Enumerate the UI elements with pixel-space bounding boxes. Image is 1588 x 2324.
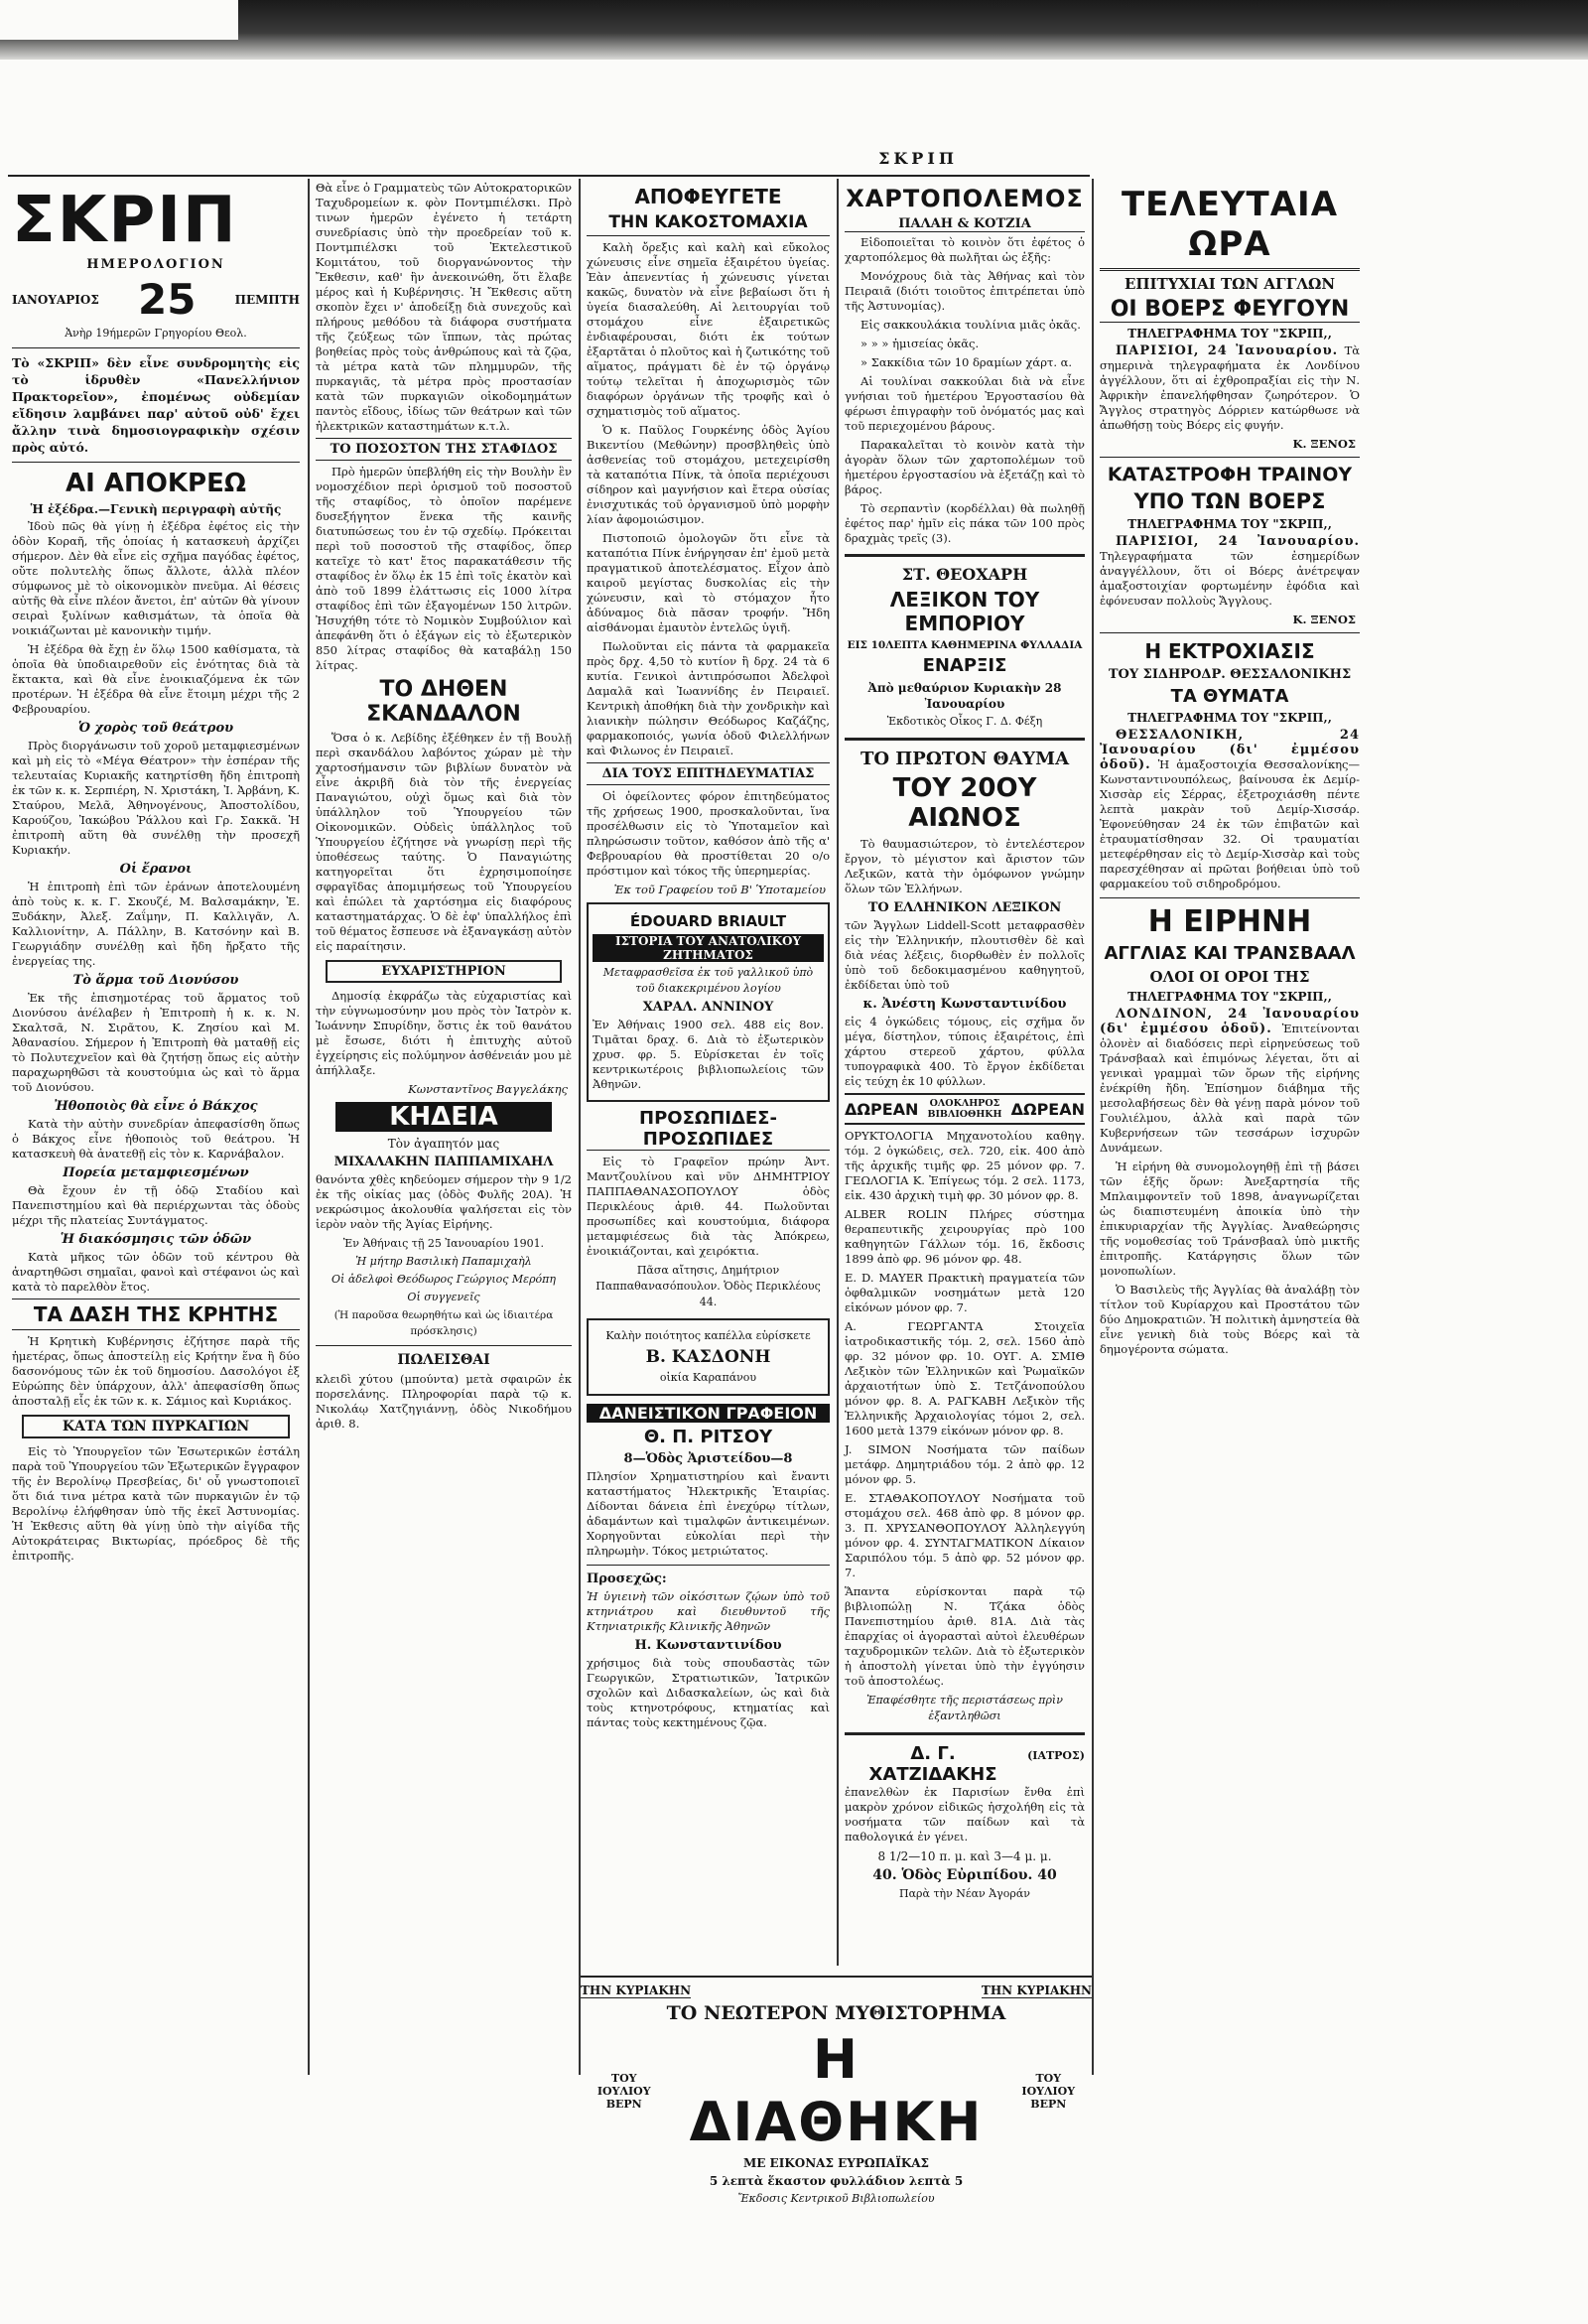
t4-city: ΛΟΝΔΙΝΟΝ, 24 Ἰανουαρίου (δι' ἐμμέσου ὁδοῦ). bbox=[1100, 1007, 1360, 1036]
t3-paragraph: Ἡ ἁμαξοστοιχία Θεσσαλονίκης—Κωνσταντινουπόλεως, βαίνουσα ἐκ Δεμίρ-Χισσὰρ εἰς Σέρρας, ἐξετροχιάσθη πέντε λεπτὰ μακρὰν τοῦ Δεμίρ-Χισσάρ. Ἐφονεύθησαν 24 ἐκ τῶν ἐπιβατῶν καὶ ἐτραυματίσθησαν 32. Οἱ τραυματίαι μετεφέρθησαν εἰς τὸ Δεμίρ-Χισσὰρ καὶ τοὺς παρεσχέθησαν αἱ πρῶται βοήθειαι ὑπὸ τοῦ φαρμακείου τοῦ σιδηροδρόμου. bbox=[1100, 757, 1360, 890]
doctor-ad-header bbox=[845, 1743, 1085, 1785]
bacchus-paragraph: Κατὰ τὴν αὐτὴν συνεδρίαν ἀπεφασίσθη ὅπως ὁ Βάκχος εἶνε ἠθοποιὸς τοῦ θεάτρου. Ἡ κατασκευὴ θὰ ἀνατεθῇ εἰς τὸν κ. Καρνάβαλον. bbox=[12, 1117, 300, 1161]
dictionary-date: Ἀπὸ μεθαύριον Κυριακὴν 28 Ἰανουαρίου bbox=[867, 681, 1062, 711]
wonder-paragraph: τῶν Ἄγγλων Liddell-Scott μεταφρασθὲν εἰς τὴν Ἑλληνικήν, πλουτισθὲν δὲ καὶ διὰ νέας λέξεις, διορθωθὲν ἐν πολλοῖς ὑπὸ τοῦ δεδοκιμασμένου καθηγητοῦ, ἐκδίδεται ὑπὸ τοῦ bbox=[845, 918, 1085, 992]
apokreo-paragraph: Ἰδοὺ πῶς θὰ γίνῃ ἡ ἐξέδρα ἐφέτος εἰς τὴν ὁδὸν Κοραῆ, τῆς ὁποίας ἡ κατασκευὴ ἀρχίζει σήμερον. Δὲν θὰ εἶνε εἰς σχῆμα παγόδας ἐφέτος, οὔτε πολυτελὴς ὅπως ἄλλοτε, ἀλλὰ πλέον σύμφωνος μὲ τὸ οἰκονομικὸν πνεῦμα. Αἱ θέσεις αὐτῆς θὰ εἶνε πλέον ἄνετοι, ἐπ' αὐτῶν θὰ γίνουν σειραὶ ξυλίνων καθισμάτων, τὰ ὁποῖα θὰ νοικιάζωνται μὲ κανονικὴν τιμήν. bbox=[12, 519, 300, 637]
streets-paragraph: Κατὰ μῆκος τῶν ὁδῶν τοῦ κέντρου θὰ ἀναρτηθῶσι σημαῖαι, φανοὶ καὶ στέφανοι ὡς καὶ κατὰ τὸ παρελθὸν ἔτος. bbox=[12, 1250, 300, 1294]
column-rule-2 bbox=[579, 179, 581, 2075]
free-signature: Ἐπαφέσθητε τῆς περιστάσεως πρὶν ἐξαντληθῶσι bbox=[866, 1694, 1063, 1722]
divider bbox=[12, 462, 300, 463]
column-5 bbox=[1100, 181, 1360, 1361]
indigestion-paragraph: Ὁ κ. Παῦλος Γουρκένης ὁδὸς Ἁγίου Βικεντίου (Μεθώνην) προσβληθεὶς ὑπὸ ἀσθενείας τοῦ στομάχου, μετεχειρίσθη τὰ καταπότια Πίνκ, τὰ ὁποῖα περιέχουσι σίδηρον καὶ μαγνήσιον καὶ ἔτερα οὐσίας ἐνισχυτικάς τοῦ ὀργανισμοῦ ὑπὸ μορφὴν λίαν ἀφομοιώσιμον. bbox=[587, 423, 830, 526]
doctor-name: Δ. Γ. ΧΑΤΖΙΔΑΚΗΣ bbox=[868, 1743, 997, 1785]
free-library-header bbox=[845, 1093, 1085, 1125]
free-paragraph-2: Α. ΓΕΩΡΓΑΝΤΑ Στοιχεῖα ἰατροδικαστικῆς τόμ. 2, σελ. 1560 ἀπὸ φρ. 32 μόνον φρ. 10. ΟΥΓ. Α. ΣΜΙΘ Λεξικὸν τῶν Ἑλληνικῶν καὶ Ῥωμαϊκῶν ἀρχαιοτήτων ὑπὸ Σ. Τετζάνοπούλου μόνον φρ. 8. Α. ΡΑΓΚΑΒΗ Λεξικὸν τῆς Ἑλληνικῆς Ἀρχαιολογίας τόμοι 2, σελ. 1600 μετὰ 1379 εἰκόνων μόνον φρ. 8. bbox=[845, 1319, 1085, 1437]
indigestion-paragraph: Καλὴ ὄρεξις καὶ καλὴ καὶ εὔκολος χώνευσις εἶνε σημεῖα ἐξαιρέτου ὑγείας. Ἐὰν ἀπενεντίας ἡ χώνευσις γίνεται κακῶς, δυνατὸν νὰ εἶνε βεβαίωσι ὅτι ἡ ὑγεία διασαλεύθη. Αἱ λειτουργίαι τοῦ στομάχου εἶνε ἐξαιρετικῶς ἐνδιαφέρουσαι, διότι ἐκ τούτων ἐξαρτᾶται ὁ πλοῦτος καὶ ἡ ζωτικότης τοῦ αἵματος, πράγματι δὲ ἐν τῷ ὀργάνῳ τούτῳ τελεῖται ἡ ἀποχωρισμὸς τῶν διαφόρων ὀργάνων τῆς τροφῆς καὶ ὁ σχηματισμὸς τοῦ αἵματος. bbox=[587, 240, 830, 418]
novel-ad-left-author bbox=[581, 2072, 667, 2111]
scan-top-band bbox=[0, 0, 1588, 60]
novel-ad-left-author-b: ΙΟΥΛΙΟΥ ΒΕΡΝ bbox=[596, 2084, 651, 2111]
dionysus-paragraph: Ἐκ τῆς ἐπισημοτέρας τοῦ ἅρματος τοῦ Διονύσου ἀνέλαβεν ἡ Ἐπιτροπὴ ἡ κ. κ. Ν. Σκαλτσᾶ, Ν. Σιρᾶτου, Κ. Ζησίου καὶ Μ. Ἀθανασίου. Σήμερον ἡ Ἐπιτροπὴ θὰ ματαθῇ εἰς τὸ Πολυτεχνεῖον καὶ θὰ ζητήσῃ ὅπως εἰς αὐτὴν παραχωρηθῶσι τὰ κουστούμια ὡς καὶ τὸ ἅρμα τοῦ Διονύσου. bbox=[12, 991, 300, 1094]
column-2 bbox=[316, 181, 572, 1435]
briault-author: ÉDOUARD BRIAULT bbox=[629, 912, 787, 930]
t4-title: Η ΕΙΡΗΝΗ bbox=[1147, 904, 1312, 939]
funeral-date: Ἐν Ἀθήναις τῇ 25 Ἰανουαρίου 1901. bbox=[342, 1237, 545, 1250]
sale-paragraph: κλειδὶ χύτου (μπούντα) μετὰ σφαιρῶν ἐκ πορσελάνης. Πληροφορίαι παρὰ τῷ κ. Νικολάῳ Χατζηγιάννῃ, ὁδὸς Νικοδήμου ἀριθ. 8. bbox=[316, 1372, 572, 1431]
last-hour-title: ΤΕΛΕΥΤΑΙΑ ΩΡΑ bbox=[1100, 185, 1360, 271]
t2-paragraph: Τηλεγραφήματα τῶν ἐσημερίδων ἀναγγέλλουν, ὅτι οἱ Βόερς ἀνέτρεψαν ἁμαξοστοιχίαν φορτωμένην ἐφόδια καὶ ἐφόνευσαν πολλοὺς Ἄγγλους. bbox=[1100, 549, 1360, 608]
column-rule-3 bbox=[837, 179, 839, 1966]
dictionary-start: ΕΝΑΡΞΙΣ bbox=[922, 655, 1007, 676]
wonder-subtitle: ΤΟΥ 20ΟΥ ΑΙΩΝΟΣ bbox=[892, 773, 1037, 833]
confetti-subtitle: ΠΑΛΑΗ & ΚΟΤΖΙΑ bbox=[845, 216, 1085, 232]
loan-office-name: Θ. Π. ΡΙΤΣΟΥ bbox=[643, 1427, 773, 1447]
kasdoni-ad bbox=[587, 1318, 830, 1396]
divider bbox=[1100, 897, 1360, 898]
briault-publication: Ἐν Ἀθήναις 1900 σελ. 488 εἰς 8ον. Τιμᾶται δραχ. 6. Διὰ τὸ ἐξωτερικὸν χρυσ. φρ. 5. Εὑρίσκεται ἐν τοῖς κεντρικωτέροις βιβλιοπωλείοις τῶν Ἀθηνῶν. bbox=[593, 1018, 824, 1091]
indigestion-title: ΑΠΟΦΕΥΓΕΤΕ bbox=[634, 185, 782, 208]
masks-ad-paragraph: Εἰς τὸ Γραφεῖον πρώην Ἀντ. Μαντζουλίνου καὶ νῦν ΔΗΜΗΤΡΙΟΥ ΠΑΠΠΑΘΑΝΑΣΟΠΟΥΛΟΥ ὁδὸς Περικλέους ἀριθ. 44. Πωλοῦνται προσωπίδες καὶ κουστούμια, διάφορα μεταμφιέσεως διὰ τὰς Ἀπόκρεω, ἐνοικιάζονται, καὶ χειρόκτια. bbox=[587, 1155, 830, 1258]
crete-title: ΤΑ ΔΑΣΗ ΤΗΣ ΚΡΗΤΗΣ bbox=[12, 1299, 300, 1330]
column-3 bbox=[587, 181, 830, 1734]
t1-head: ΟΙ ΒΟΕΡΣ ΦΕΥΓΟΥΝ bbox=[1100, 297, 1360, 323]
novel-ad-right-top: ΤΗΝ ΚΥΡΙΑΚΗΝ bbox=[981, 1983, 1092, 1997]
theatre-paragraph: Πρὸς διοργάνωσιν τοῦ χοροῦ μεταμφιεσμένων καὶ μὴ εἰς τὸ «Μέγα Θέατρον» τὴν ἑσπέραν τῆς τελευταίας Κυριακῆς κατηρτίσθη ἤδη ἐπιτροπὴ ἐκ τῶν κ. κ. Σερπιέρη, Ν. Χριστάκη, Ἰ. Ἀρβάνη, Κ. Σταύρου, Μελᾶ, Ἀθηνογένους, Ἀποστολίδου, Καρούζου, Ἰακώβου Ῥάλλου καὶ Γρ. Σακκᾶ. Ἡ ἐπιτροπὴ αὕτη θὰ συνέλθῃ τὴν προσεχῆ Κυριακήν. bbox=[12, 739, 300, 857]
wonder-paragraph: Τὸ θαυμασιώτερον, τὸ ἐντελέστερον ἔργον, τὸ μέγιστον καὶ ἄριστον τῶν Λεξικῶν, κατὰ τὴν ὁμόφωνον γνώμην ὅλων τῶν Ἑλλήνων. bbox=[845, 837, 1085, 895]
crete-paragraph: Ἡ Κρητικὴ Κυβέρνησις ἐζήτησε παρὰ τῆς ἡμετέρας, ὅπως ἀποστείλῃ εἰς Κρήτην ἕνα ἢ δύο δασονόμους τῶν ἐκ τοῦ δημοσίου. Δασολόγοι ἐξ Εὐρώπης δὲν ὑπάρχουν, ἀλλ' ἀπεφασίσθη ὅπως ἀποσταλῇ εἷς ἐκ τῶν κ. κ. Σάμιος καὶ Κυριάκος. bbox=[12, 1334, 300, 1408]
calendar-label: ΗΜΕΡΟΛΟΓΙΟΝ bbox=[86, 257, 225, 272]
wonder-lexicon-name: ΤΟ ΕΛΛΗΝΙΚΟΝ ΛΕΞΙΚΟΝ bbox=[867, 900, 1062, 915]
t4-subtitle-2: ΟΛΟΙ ΟΙ ΟΡΟΙ ΤΗΣ bbox=[1149, 968, 1310, 986]
upcoming-paragraph-2: χρήσιμος διὰ τοὺς σπουδαστὰς τῶν Γεωργικῶν, Στρατιωτικῶν, Ἰατρικῶν σχολῶν καὶ Διδασκαλείων, ὡς καὶ διὰ τοὺς κτηνοτρόφους, κτηματίας καὶ πάντας τοὺς κεκτημένους ζῷα. bbox=[587, 1656, 830, 1729]
kasdoni-text: Καλὴν ποιότητος καπέλλα εὑρίσκετε bbox=[605, 1329, 811, 1342]
divider bbox=[1100, 632, 1360, 633]
free-mayer: E. D. MAYER Πρακτικὴ πραγματεία τῶν ὀφθαλμικῶν νοσημάτων μετὰ 120 εἰκόνων μόνον φρ. 7. bbox=[845, 1271, 1085, 1314]
bacchus-subheading: Ἠθοποιὸς θὰ εἶνε ὁ Βάκχος bbox=[54, 1099, 258, 1114]
divider bbox=[1100, 457, 1360, 458]
free-left: ΔΩΡΕΑΝ bbox=[845, 1099, 919, 1119]
free-alber: ALBER ROLIN Πλήρες σύστημα θεραπευτικῆς χειρουργίας πρὸ 100 καθηγητῶν Γάλλων τόμ. 16, ἔκδοσις 1899 ἀπὸ φρ. 96 μόνον φρ. 48. bbox=[845, 1207, 1085, 1266]
briault-title: ΙΣΤΟΡΙΑ ΤΟΥ ΑΝΑΤΟΛΙΚΟΥ ΖΗΤΗΜΑΤΟΣ bbox=[593, 934, 824, 962]
dictionary-publisher: Ἐκδοτικὸς Οἶκος Γ. Δ. Φέξη bbox=[886, 715, 1043, 728]
apokreo-subtitle: Ἡ ἐξέδρα.—Γενικὴ περιγραφὴ αὐτῆς bbox=[30, 502, 282, 516]
kasdoni-name: Β. ΚΑΣΔΟΝΗ bbox=[645, 1347, 771, 1367]
divider bbox=[581, 1976, 1092, 1978]
notice: Τὸ «ΣΚΡΙΠ» δὲν εἶνε συνδρομητὴς εἰς τὸ ἱδρυθὲν «Πανελλήνιον Πρακτορεῖον», ἐπομένως οὐδεμίαν εἴδησιν λαμβάνει παρ' αὐτοῦ οὐδ' ἔχει ἄλλην τινὰ δημοσιογραφικὴν σχέσιν πρὸς αὐτό. bbox=[12, 355, 300, 455]
t2-title: ΚΑΤΑΣΤΡΟΦΗ ΤΡΑΙΝΟΥ bbox=[1107, 464, 1353, 485]
free-paragraph-3: Ε. ΣΤΑΘΑΚΟΠΟΥΛΟΥ Νοσήματα τοῦ στομάχου σελ. 468 ἀπὸ φρ. 8 μόνον φρ. 3. Π. ΧΡΥΣΑΝΘΟΠΟΥΛΟΥ Ἀλληλεγγύη μόνον φρ. 4. ΣΥΝΤΑΓΜΑΤΙΚΟΝ Δίκαιον Σαριπόλου τόμ. 5 ἀπὸ φρ. 52 μόνον φρ. 7. bbox=[845, 1491, 1085, 1579]
upcoming-label: Προσεχῶς: bbox=[587, 1572, 667, 1586]
indigestion-subtitle: ΤΗΝ ΚΑΚΟΣΤΟΜΑΧΙΑ bbox=[587, 212, 830, 236]
novel-ad-price: 5 λεπτὰ ἕκαστον φυλλάδιον λεπτὰ 5 bbox=[709, 2174, 964, 2188]
novel-ad-right-author-b: ΙΟΥΛΙΟΥ ΒΕΡΝ bbox=[1021, 2084, 1076, 2111]
loan-office-title: ΔΑΝΕΙΣΤΙΚΟΝ ΓΡΑΦΕΙΟΝ bbox=[587, 1404, 830, 1423]
divider bbox=[12, 347, 300, 348]
dictionary-subtitle: ΕΙΣ 10ΛΕΠΤΑ ΚΑΘΗΜΕΡΙΝΑ ΦΥΛΛΑΔΙΑ bbox=[847, 639, 1083, 651]
novel-ad-right-author-a: ΤΟΥ bbox=[1035, 2071, 1062, 2085]
funeral-note: (Ἡ παροῦσα θεωρηθήτω καὶ ὡς ἰδιαιτέρα πρόσκλησις) bbox=[333, 1309, 554, 1337]
wonder-title: ΤΟ ΠΡΩΤΟΝ ΘΑΥΜΑ bbox=[860, 749, 1070, 769]
divider bbox=[845, 554, 1085, 557]
free-simon: J. SIMON Νοσήματα τῶν παίδων μετάφρ. Δημητριάδου τόμ. 2 ἀπὸ φρ. 12 μόνον φρ. 5. bbox=[845, 1442, 1085, 1486]
divider bbox=[587, 1565, 830, 1566]
sale-title: ΠΩΛΕΙΣΘΑΙ bbox=[397, 1352, 490, 1368]
divider bbox=[845, 1732, 1085, 1735]
novel-ad bbox=[581, 1976, 1092, 2209]
thanks-title: ΕΥΧΑΡΙΣΤΗΡΙΟΝ bbox=[326, 960, 562, 983]
novel-ad-left-top: ΤΗΝ ΚΥΡΙΑΚΗΝ bbox=[581, 1983, 692, 1997]
free-right: ΔΩΡΕΑΝ bbox=[1010, 1099, 1085, 1119]
t2-city: ΠΑΡΙΣΙΟΙ, 24 Ἰανουαρίου. bbox=[1116, 534, 1360, 549]
theochari-name: ΣΤ. ΘΕΟΧΑΡΗ bbox=[901, 565, 1028, 584]
thanks-paragraph: Δημοσίᾳ ἐκφράζω τὰς εὐχαριστίας καὶ τὴν εὐγνωμοσύνην μου πρὸς τὸν Ἰατρὸν κ. Ἰωάννην Σπυρίδην, ὅστις ἐκ τοῦ θανάτου μὲ ἔσωσε, διότι ἡ ἐπιτυχὴς αὐτοῦ ἐγχείρησις εἰς πολύμηνον ἀσθένειάν μου μὲ ἀπήλλαξε. bbox=[316, 989, 572, 1077]
column-1 bbox=[12, 181, 300, 1568]
novel-ad-publisher: Ἔκδοσις Κεντρικοῦ Βιβλιοπωλείου bbox=[737, 2192, 935, 2205]
confetti-paragraph: Αἱ τουλίναι σακκούλαι διὰ νὰ εἶνε γνήσιαι τοῦ ἡμετέρου Ἐργοστασίου θὰ φέρωσι ἐπιγραφὴν τοῦ ὀνόματός μας καὶ τοῦ περιεχομένου βάρους. bbox=[845, 374, 1085, 433]
t3-telegram-label: ΤΗΛΕΓΡΑΦΗΜΑ ΤΟΥ "ΣΚΡΙΠ,, bbox=[1127, 711, 1332, 725]
confetti-paragraph: » » » ἡμισείας ὀκᾶς. bbox=[860, 337, 980, 350]
raisin-paragraph: Πρὸ ἡμερῶν ὑπεβλήθη εἰς τὴν Βουλὴν ἓν νομοσχέδιον περὶ ὁρισμοῦ τοῦ ποσοστοῦ τῆς σταφίδος, τὸ ὁποῖον παρέμενε δυσεξήγητον ἕνεκα τῆς καινῆς διατυπώσεως του ἐν τῷ σχεδίῳ. Πρόκειται περὶ τοῦ ποσοστοῦ τῆς σταφίδος, ὅπερ κατεῖχε τὸ κατ' ἔτος παρακατάθεσιν τῆς σταφίδος ἐν ὅλῳ ἐκ 15 ἐπὶ τοῖς ἑκατὸν καὶ ἀπὸ τοῦ 1899 ἐλάττωσις εἰς 1000 λίτρα σταφίδος ἐπὶ τῶν ἐξαγομένων 150 λιτρῶν. Ἠσυχήθη τότε τὸ Νομικὸν Συμβούλιον καὶ ἀπεφάνθη ὅτι ὁ ἐξάγων εἰς τὸ ἐξωτερικὸν 850 λίτρας σταφίδος θὰ καταβάλῃ 150 λίτρας. bbox=[316, 465, 572, 672]
apokreo-title: ΑΙ ΑΠΟΚΡΕΩ bbox=[66, 469, 246, 498]
funeral-name: ΜΙΧΑΛΑΚΗΝ ΠΑΠΠΑΜΙΧΑΗΛ bbox=[333, 1155, 554, 1169]
confetti-title: ΧΑΡΤΟΠΟΛΕΜΟΣ bbox=[846, 185, 1084, 212]
column-rule-1 bbox=[308, 179, 310, 2075]
trade-tax-paragraph: Οἱ ὀφείλοντες φόρον ἐπιτηδεύματος τῆς χρήσεως 1900, προσκαλοῦνται, ἵνα προσέλθωσιν εἰς τὸ Ὑποταμεῖον καὶ πληρώσωσιν τοῦτον, καθόσον ἀπὸ τῆς α' Φεβρουαρίου θὰ προστίθεται 20 ο/ο πρόστιμον καὶ τόκος τῆς ὑπερημερίας. bbox=[587, 789, 830, 878]
exhibition-paragraph: Θὰ εἶνε ὁ Γραμματεὺς τῶν Αὐτοκρατορικῶν Ταχυδρομείων κ. φὸν Ποντμπιέλσκι. Πρὸ τινων ἡμερῶν ἐγένετο ἡ τετάρτη συνεδρίασις ὑπὸ τὴν προεδρείαν τοῦ κ. Ποντμπιέλσκι τοῦ Ἐκτελεστικοῦ Κομιτάτου, τοῦ διοργανώνοντος τὴν Ἔκθεσιν, καθ' ἣν ἀνεκοινώθη, ὅτι ἔλαβε μέρος καὶ ἡ Κυβέρνησις. Ἡ Ἔκθεσις αὕτη σκοπὸν ἔχει ν' ἀποδείξῃ διὰ συνεχοῦς καὶ πλήρους μεθόδου τὰ διάφορα συστήματα τῆς ζεύξεως τῶν ἵππων, τὰς πρώτας βοηθείας πρὸς τοὺς ἀνθρώπους καὶ τὰ ζῷα, τὰ μέτρα κατὰ τῶν πλημμυρῶν, τῆς πυρκαγιᾶς, τὰ μέτρα πρὸς προστασίαν κατὰ τῶν πυρκαγιῶν οἰκοδομημάτων παντὸς εἴδους, ἰδίως τῶν θεάτρων καὶ τῶν ἠλεκτρικῶν καταστημάτων κ.τ.λ. bbox=[316, 181, 572, 433]
funeral-siblings: Οἱ ἀδελφοὶ Θεόδωρος Γεώργιος Μερόπη bbox=[331, 1273, 556, 1286]
trade-tax-title: ΔΙΑ ΤΟΥΣ ΕΠΙΤΗΔΕΥΜΑΤΙΑΣ bbox=[587, 762, 830, 785]
upcoming-author: Η. Κωνσταντινίδου bbox=[634, 1638, 782, 1653]
t4-paragraph: Ἐπιτείνονται ὁλονὲν αἱ διαδόσεις περὶ εἰρηνεύσεως τοῦ Τράνσβααλ καὶ ἐπιμόνως λέγεται, ὅτι αἱ γενικαὶ γραμμαὶ τῶν ὅρων τῆς εἰρήνης ἐνέκρίθη ἤδη. Ἐπίσημον διάβημα τῆς μεσολαβήσεως δὲν θὰ γένῃ παρὰ μόνον τοῦ Γουλιέλμου, ἀλλὰ καὶ παρὰ τῶν Κυβερνήσεων τῶν τεσσάρων ἰσχυρῶν Δυνάμεων. bbox=[1100, 1022, 1360, 1155]
free-paragraph-4: Ἅπαντα εὑρίσκονται παρὰ τῷ βιβλιοπώλῃ Ν. Τζάκα ὁδὸς Πανεπιστημίου ἀριθ. 81Α. Διὰ τὰς ἐπαρχίας οἱ ἀγορασταὶ αὐτοὶ ἐλευθέρων ταχυδρομικῶν τελῶν. Διὰ τὸ ἐξωτερικὸν ἡ ἀποστολὴ γίνεται ὑπὸ τὴν ἐγγύησιν τοῦ ἀποστολέως. bbox=[845, 1584, 1085, 1688]
confetti-paragraph: Εἰδοποιεῖται τὸ κοινὸν ὅτι ἐφέτος ὁ χαρτοπόλεμος θὰ πωλῆται ὡς ἑξῆς: bbox=[845, 235, 1085, 264]
masthead-rule bbox=[8, 175, 1090, 177]
eranoi-subheading: Οἱ ἔρανοι bbox=[119, 862, 193, 877]
masks-subheading: Πορεία μεταμφιεσμένων bbox=[63, 1165, 249, 1180]
t3-city: ΘΕΣΣΑΛΟΝΙΚΗ, 24 Ἰανουαρίου (δι' ἐμμέσου ὁδοῦ). bbox=[1100, 728, 1360, 772]
calendar-note: Ἀνὴρ 19ήμερῶν Γρηγορίου Θεολ. bbox=[65, 327, 247, 340]
novel-ad-right-author bbox=[1005, 2072, 1092, 2111]
doctor-role: (ΙΑΤΡΟΣ) bbox=[1027, 1749, 1085, 1762]
t1-paragraph: Τὰ σημερινὰ τηλεγραφήματα ἐκ Λονδίνου ἀγγέλλουν, ὅτι αἱ ἐχθροπραξίαι εἰς τὴν Ν. Ἀφρικὴν ἐπανελήφθησαν ζωηρότερον. Ὁ Ἄγγλος στρατηγὸς Δόρριεν κατώρθωσε νὰ ἀπωθήσῃ τοὺς Βόερς εἰς φυγήν. bbox=[1100, 343, 1360, 432]
novel-ad-title-row bbox=[581, 2028, 1092, 2153]
calendar-day: 25 bbox=[137, 275, 197, 324]
funeral-title: ΚΗΔΕΙΑ bbox=[335, 1102, 552, 1132]
masthead: ΣΚΡΙΠ bbox=[878, 149, 958, 168]
doctor-paragraph: ἐπανελθὼν ἐκ Παρισίων ἔνθα ἐπὶ μακρὸν χρόνον εἰδικῶς ἠσχολήθη εἰς τὰ νοσήματα τῶν παίδων καὶ τὰ παθολογικά ἐν γένει. bbox=[845, 1785, 1085, 1844]
t4-telegram-label: ΤΗΛΕΓΡΑΦΗΜΑ ΤΟΥ "ΣΚΡΙΠ,, bbox=[1127, 990, 1332, 1004]
novel-ad-subtitle: ΤΟ ΝΕΩΤΕΡΟΝ ΜΥΘΙΣΤΟΡΗΜΑ bbox=[666, 2002, 1006, 2024]
t2-signature: Κ. ΞΕΝΟΣ bbox=[1292, 613, 1356, 626]
doctor-address: 40. Ὁδὸς Εὐριπίδου. 40 bbox=[872, 1867, 1057, 1883]
raisin-title: ΤΟ ΠΟΣΟΣΤΟΝ ΤΗΣ ΣΤΑΦΙΔΟΣ bbox=[316, 438, 572, 461]
thanks-signature: Κωνσταντῖνος Βαγγελάκης bbox=[408, 1082, 568, 1096]
novel-ad-illustrations: ΜΕ ΕΙΚΟΝΑΣ ΕΥΡΩΠΑΪΚΑΣ bbox=[742, 2156, 930, 2170]
confetti-paragraph: Εἰς σακκουλάκια τουλίνια μιᾶς ὀκᾶς. bbox=[860, 318, 1081, 332]
funeral-mother: Ἡ μήτηρ Βασιλικὴ Παπαμιχαὴλ bbox=[355, 1255, 532, 1268]
t4-paragraph-2: Ἡ εἰρήνη θὰ συνομολογηθῇ ἐπὶ τῇ βάσει τῶν ἑξῆς ὅρων: Ἀνεξαρτησία τῆς Μπλαιμφοντεῖν τοῦ 1898, ἀναγνωρίζεται ὡς διαπιστευμένη ἀποικία ὑπὸ τὴν ἐπικυριαρχίαν τῆς Ἀγγλίας. Ἀναθεώρησις τῆς νομοθεσίας τοῦ Τράνσβααλ ὑπὸ μικτῆς ἐπιτροπῆς. Κατάργησις ὅλων τῶν μονοπωλίων. bbox=[1100, 1160, 1360, 1278]
confetti-paragraph: Μονόχρους διὰ τὰς Ἀθήνας καὶ τὸν Πειραιᾶ (διότι τοιοῦτος ἐπιτρέπεται ὑπὸ τῆς Ἀστυνομίας). bbox=[845, 269, 1085, 313]
scandal-title: ΤΟ ΔΗΘΕΝ ΣΚΑΝΔΑΛΟΝ bbox=[366, 677, 521, 727]
trade-tax-signature: Ἐκ τοῦ Γραφείου τοῦ Β' Ὑποταμείου bbox=[613, 883, 826, 896]
t3-subtitle: ΤΟΥ ΣΙΔΗΡΟΔΡ. ΘΕΣΣΑΛΟΝΙΚΗΣ bbox=[1108, 667, 1352, 682]
apokreo-paragraph: Ἡ ἐξέδρα θὰ ἔχῃ ἐν ὅλῳ 1500 καθίσματα, τὰ ὁποῖα θὰ ὑποδιαιρεθοῦν εἰς ἑνότητας διὰ τὰ ἔκτακτα, καὶ θὰ εἶνε ἐνοικιαζόμενα ἐκ τῶν προτέρων. Ἡ ἐξέδρα θὰ εἶνε ἕτοιμη μέχρι τῆς 2 Φεβρουαρίου. bbox=[12, 642, 300, 716]
indigestion-paragraph: Πιστοποιῶ ὁμολογῶν ὅτι εἶνε τὰ καταπότια Πίνκ ἐνήργησαν ἐπ' ἐμοῦ μετὰ πραγματικοῦ ἀποτελέσματος. Εἶχον ἀπὸ καιροῦ μεγίστας δυσκολίας εἰς τὴν χώνευσιν, καὶ τὸ στόμαχον ἦτο ἀδύναμος διὰ πᾶσαν τροφήν. Ἤδη αἰσθάνομαι ἐμαυτὸν ἐντελῶς ὑγιῆ. bbox=[587, 531, 830, 634]
wonder-editor: κ. Ἀνέστη Κωνσταντινίδου bbox=[862, 997, 1067, 1012]
briault-ad bbox=[587, 902, 830, 1102]
novel-ad-title: Η ΔΙΑΘΗΚΗ bbox=[689, 2028, 984, 2153]
t3-title: Η ΕΚΤΡΟΧΙΑΣΙΣ bbox=[1144, 639, 1315, 663]
loan-office-paragraph: Πλησίον Χρηματιστηρίου καὶ ἔναντι καταστήματος Ἠλεκτρικῆς Ἑταιρίας. Δίδονται δάνεια ἐπὶ ἐνεχύρῳ τίτλων, ἀδαμάντων καὶ τιμαλφῶν ἀντικειμένων. Χορηγοῦνται εὐκολίαι περὶ τὴν πληρωμὴν. Τόκος μετριώτατος. bbox=[587, 1469, 830, 1558]
indigestion-paragraph: Πωλοῦνται εἰς πάντα τὰ φαρμακεῖα πρὸς δρχ. 4,50 τὸ κυτίον ἢ δρχ. 24 τὰ 6 κυτία. Γενικοὶ ἀντιπρόσωποι Ἀδελφοὶ Δαμαλᾶ καὶ Ἰωαννίδης ἐν Πειραιεῖ. Κεντρικὴ ἀποθήκη διὰ τὴν χονδρικὴν καὶ λιανικὴν πώλησιν Θεόδωρος Καζάζης, φαρμακοποιός, γωνία ὁδοῦ Φιλελλήνων καὶ Φιλωνος ἐν Πειραιεῖ. bbox=[587, 639, 830, 757]
free-paragraph: ΟΡΥΚΤΟΛΟΓΙΑ Μηχανοτολίου καθηγ. τόμ. 2 ὀγκώδεις, σελ. 720, εἰκ. 400 ἀπὸ τῆς ἀρχικῆς τιμῆς φρ. 25 μόνον φρ. 7. ΓΕΩΛΟΓΙΑ Κ. Ἐπίγεως τόμ. 2 σελ. 1173, εἰκ. 430 ἀρχικὴ τιμὴ φρ. 30 μόνον φρ. 8. bbox=[845, 1129, 1085, 1202]
confetti-paragraph: Τὸ σερπαντὶν (κορδέλλαι) θὰ πωληθῇ ἐφέτος παρ' ἡμῖν εἰς πάκα τῶν 100 πρὸς δραχμὰς τρεῖς (3). bbox=[845, 501, 1085, 545]
eranoi-paragraph: Ἡ ἐπιτροπὴ ἐπὶ τῶν ἐράνων ἀποτελουμένη ἀπὸ τοὺς κ. κ. Γ. Σκουζέ, Μ. Βαλσαμάκην, Ἐ. Ξυδάκην, Ἀλεξ. Ζαΐμην, Π. Καλλιγᾶν, Λ. Καλλιονίτην, Α. Πάλλην, Β. Κατσόνην καὶ Β. Γεωργιάδην συνέλθῃ καὶ ἤδη ἤρξατο τῆς ἐνεργείας της. bbox=[12, 880, 300, 968]
t1-city: ΠΑΡΙΣΙΟΙ, 24 Ἰανουαρίου. bbox=[1116, 343, 1339, 358]
novel-ad-top-row bbox=[581, 1983, 1092, 1998]
kasdoni-address: οἰκία Καραπάνου bbox=[659, 1371, 757, 1384]
funeral-paragraph: θανόντα χθὲς κηδεύομεν σήμερον τὴν 9 1/2 ἐκ τῆς οἰκίας μας (ὁδὸς Φυλῆς 20Α). Ἡ νεκρώσιμος ἀκολουθία ψαλήσεται εἰς τὸν ἱερὸν ναὸν τῆς Ἁγίας Εἰρήνης. bbox=[316, 1172, 572, 1231]
calendar-row bbox=[12, 275, 300, 324]
briault-translator: ΧΑΡΑΛ. ΑΝΝΙΝΟΥ bbox=[642, 1000, 774, 1015]
theatre-subheading: Ὁ χορὸς τοῦ θεάτρου bbox=[77, 721, 234, 736]
t3-subtitle-2: ΤΑ ΘΥΜΑΤΑ bbox=[1170, 686, 1289, 707]
confetti-paragraph: » Σακκίδια τῶν 10 δραμίων χάρτ. α. bbox=[860, 355, 1073, 369]
dictionary-title: ΛΕΞΙΚΟΝ ΤΟΥ ΕΜΠΟΡΙΟΥ bbox=[889, 588, 1040, 635]
streets-subheading: Ἡ διακόσμησις τῶν ὁδῶν bbox=[60, 1232, 252, 1247]
t1-telegram-label: ΤΗΛΕΓΡΑΦΗΜΑ ΤΟΥ "ΣΚΡΙΠ,, bbox=[1127, 327, 1332, 341]
scandal-paragraph: Ὅσα ὁ κ. Λεβίδης ἐξέθηκεν ἐν τῇ Βουλῇ περὶ σκανδάλου λαβόντος χώραν μὲ τὴν χαρτοσήμανσιν τῶν βιβλίων δυνατὸν νὰ εἶνε ἀκριβῆ διὰ τὸν τῆς ἐνεργείας Παναγιώτου, οὐχὶ ὅμως καὶ διὰ τὸν ὑπάλληλον τοῦ Ὑπουργείου τῶν Οἰκονομικῶν. Οὐδεὶς ὑπάλληλος τοῦ Ὑπουργείου ἐζήτησε νὰ γνωρίσῃ περὶ τῆς ὑποθέσεως ταύτης. Ὁ Παναγιώτης κατηγορεῖται ὅτι ἐχρησιμοποίησε σφραγῖδας ἀπομιμήσεως τοῦ Ὑπουργείου καὶ ἐπώλει τὰ χαρτόσημα εἰς διαφόρους καταστηματάρχας. Ὁ δὲ ἐφ' ὑπαλλήλος ἐπὶ τοῦ θέματος ἔσπευσε νὰ ἐξαναγκάσῃ αὐτὸν εἰς παραίτησιν. bbox=[316, 731, 572, 953]
funeral-intro: Τὸν ἀγαπητόν μας bbox=[387, 1137, 500, 1151]
calendar-month: ΙΑΝΟΥΑΡΙΟΣ bbox=[12, 292, 99, 307]
paper-title: ΣΚΡΙΠ bbox=[12, 184, 238, 257]
doctor-note: Παρὰ τὴν Νέαν Ἀγοράν bbox=[899, 1887, 1030, 1900]
column-rule-4 bbox=[1092, 179, 1094, 2075]
dionysus-subheading: Τὸ ἅρμα τοῦ Διονύσου bbox=[72, 973, 239, 988]
masks-ad-title: ΠΡΟΣΩΠΙΔΕΣ-ΠΡΟΣΩΠΙΔΕΣ bbox=[587, 1108, 830, 1151]
t1-title: ΕΠΙΤΥΧΙΑΙ ΤΩΝ ΑΓΓΛΩΝ bbox=[1124, 275, 1336, 293]
divider bbox=[316, 1345, 572, 1346]
divider bbox=[845, 738, 1085, 741]
fires-paragraph: Εἰς τὸ Ὑπουργεῖον τῶν Ἐσωτερικῶν ἐστάλη παρὰ τοῦ Ὑπουργείου τῶν Ἐξωτερικῶν ἔγγραφον τῆς ἐν Βερολίνῳ Πρεσβείας, δι' οὗ γνωστοποιεῖ ὅτι διά τινα μέτρα κατὰ τῶν πυρκαγιῶν ἐν τῷ Βερολίνῳ ἐλήφθησαν ὑπὸ τῆς ἐκεῖ Ἀστυνομίας. Ἡ Ἐκθεσις αὕτη θὰ γίνῃ ὑπὸ τὴν αἰγίδα τῆς Αὐτοκράτειρας Βικτωρίας, πρόεδρος δὲ τῆς ἐπιτροπῆς. bbox=[12, 1444, 300, 1563]
scan-top-white bbox=[0, 0, 238, 40]
novel-ad-left-author-a: ΤΟΥ bbox=[610, 2071, 637, 2085]
masks-paragraph: Θὰ ἔχουν ἐν τῇ ὁδῷ Σταδίου καὶ Πανεπιστημίου καὶ θὰ περιέρχωνται τὰς ὁδοὺς μέχρι τῆς πλατείας Συντάγματος. bbox=[12, 1183, 300, 1227]
loan-office-address: 8—Ὁδὸς Ἀριστείδου—8 bbox=[623, 1451, 793, 1466]
t1-signature: Κ. ΞΕΝΟΣ bbox=[1292, 437, 1356, 451]
briault-translation: Μεταφρασθεῖσα ἐκ τοῦ γαλλικοῦ ὑπὸ τοῦ διακεκριμένου λογίου bbox=[602, 966, 814, 995]
calendar-weekday: ΠΕΜΠΤΗ bbox=[234, 292, 300, 307]
upcoming-paragraph: Ἡ ὑγιεινὴ τῶν οἰκόσιτων ζῴων ὑπὸ τοῦ κτηνιάτρου καὶ διευθυντοῦ τῆς Κτηνιατρικῆς Κλινικῆς Ἀθηνῶν bbox=[587, 1589, 830, 1633]
t4-paragraph-3: Ὁ Βασιλεὺς τῆς Ἀγγλίας θὰ ἀναλάβῃ τὸν τίτλον τοῦ Κυρίαρχου καὶ Προστάτου τῶν δύο Δημοκρατιῶν. Ἡ πολιτικὴ ἀμνηστεία θὰ εἶνε γενικὴ διὰ τοὺς Βόερς καὶ τὰ δημογέροντα σώματα. bbox=[1100, 1283, 1360, 1356]
masks-ad-contact: Πᾶσα αἴτησις, Δημήτριον Παππαθανασόπουλον. Ὁδὸς Περικλέους 44. bbox=[596, 1264, 821, 1308]
free-mid: ΟΛΟΚΛΗΡΟΣ ΒΙΒΛΙΟΘΗΚΗ bbox=[927, 1098, 1002, 1120]
wonder-paragraph: εἰς 4 ὀγκώδεις τόμους, εἰς σχῆμα ὄν μέγα, δίστηλον, τύποις ἐξαιρέτοις, ἐπὶ χάρτου στερεοῦ χάρτου, φύλλα τυπογραφικὰ 400. Τὸ ἔργον ἐκδίδεται εἰς τεύχη ἐκ 10 φύλλων. bbox=[845, 1015, 1085, 1088]
t2-telegram-label: ΤΗΛΕΓΡΑΦΗΜΑ ΤΟΥ "ΣΚΡΙΠ,, bbox=[1127, 517, 1332, 531]
t4-subtitle: ΑΓΓΛΙΑΣ ΚΑΙ ΤΡΑΝΣΒΑΑΛ bbox=[1104, 943, 1356, 964]
t2-subtitle: ΥΠΟ ΤΩΝ ΒΟΕΡΣ bbox=[1133, 489, 1326, 513]
doctor-hours: 8 1/2—10 π. μ. καὶ 3—4 μ. μ. bbox=[877, 1849, 1052, 1863]
funeral-cousins: Οἱ συγγενεῖς bbox=[407, 1291, 480, 1303]
fires-title: ΚΑΤΑ ΤΩΝ ΠΥΡΚΑΓΙΩΝ bbox=[22, 1415, 290, 1438]
column-4 bbox=[845, 181, 1085, 1904]
confetti-paragraph: Παρακαλεῖται τὸ κοινὸν κατὰ τὴν ἀγορὰν ὅλων τῶν χαρτοπολέμων τοῦ ἡμετέρου ἐργοστασίου νὰ ἐξετάζῃ καὶ τὸ βάρος. bbox=[845, 438, 1085, 496]
